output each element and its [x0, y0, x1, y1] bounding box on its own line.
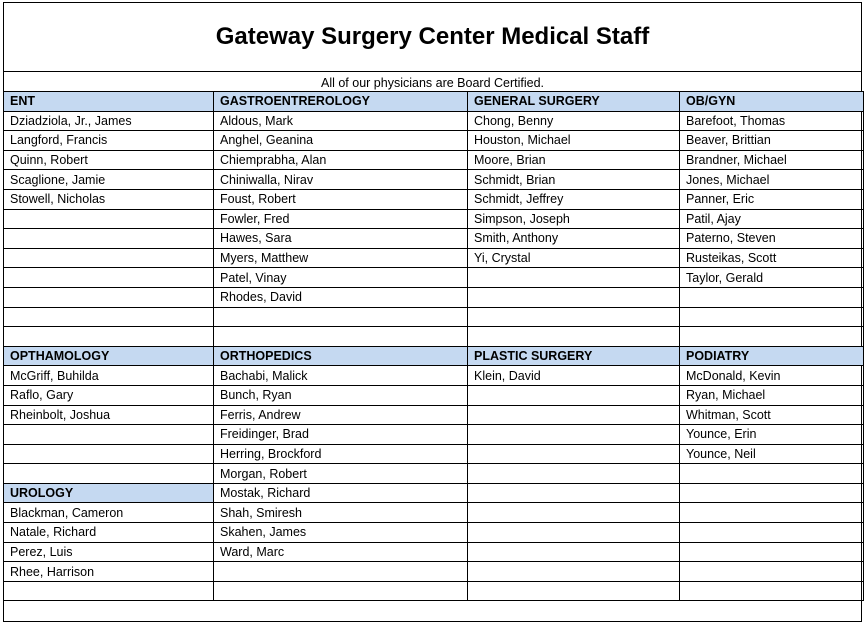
empty-cell[interactable] [680, 327, 864, 347]
physician-name-cell[interactable]: Schmidt, Jeffrey [468, 189, 680, 209]
physician-name-cell[interactable]: Barefoot, Thomas [680, 111, 864, 131]
empty-cell[interactable] [468, 444, 680, 464]
physician-name-cell[interactable]: Foust, Robert [214, 189, 468, 209]
physician-name-cell[interactable]: Chiniwalla, Nirav [214, 170, 468, 190]
empty-cell[interactable] [214, 327, 468, 347]
physician-name-cell[interactable]: Chong, Benny [468, 111, 680, 131]
specialty-header[interactable]: ORTHOPEDICS [214, 346, 468, 366]
empty-cell[interactable] [4, 287, 214, 307]
empty-cell[interactable] [468, 503, 680, 523]
empty-cell[interactable] [4, 464, 214, 484]
empty-cell[interactable] [214, 562, 468, 582]
empty-cell[interactable] [468, 385, 680, 405]
specialty-header[interactable]: OPTHAMOLOGY [4, 346, 214, 366]
physician-name-cell[interactable]: Anghel, Geanina [214, 131, 468, 151]
table-row [4, 385, 864, 405]
empty-cell[interactable] [468, 307, 680, 327]
empty-cell[interactable] [4, 425, 214, 445]
table-row [4, 287, 864, 307]
empty-cell[interactable] [468, 542, 680, 562]
empty-cell[interactable] [468, 523, 680, 543]
empty-cell[interactable] [468, 268, 680, 288]
physician-name-cell[interactable]: McDonald, Kevin [680, 366, 864, 386]
physician-name-cell[interactable]: Raflo, Gary [4, 385, 214, 405]
table-row [4, 581, 864, 601]
empty-cell[interactable] [680, 562, 864, 582]
table-row [4, 523, 864, 543]
empty-cell[interactable] [680, 287, 864, 307]
physician-name-cell[interactable]: Simpson, Joseph [468, 209, 680, 229]
physician-name-cell[interactable]: Scaglione, Jamie [4, 170, 214, 190]
physician-name-cell[interactable]: Ferris, Andrew [214, 405, 468, 425]
physician-name-cell[interactable]: Rheinbolt, Joshua [4, 405, 214, 425]
physician-name-cell[interactable]: Chiemprabha, Alan [214, 150, 468, 170]
table-row [4, 268, 864, 288]
empty-cell[interactable] [468, 464, 680, 484]
physician-name-cell[interactable]: Rhodes, David [214, 287, 468, 307]
table-row [4, 111, 864, 131]
physician-name-cell[interactable]: Fowler, Fred [214, 209, 468, 229]
empty-cell[interactable] [214, 581, 468, 601]
empty-cell[interactable] [680, 307, 864, 327]
specialty-header[interactable]: PLASTIC SURGERY [468, 346, 680, 366]
physician-name-cell[interactable]: Morgan, Robert [214, 464, 468, 484]
empty-cell[interactable] [680, 523, 864, 543]
table-row [4, 170, 864, 190]
table-row [4, 366, 864, 386]
table-row [4, 405, 864, 425]
physician-name-cell[interactable]: Aldous, Mark [214, 111, 468, 131]
physician-name-cell[interactable]: Skahen, James [214, 523, 468, 543]
specialty-header[interactable]: UROLOGY [4, 483, 214, 503]
physician-name-cell[interactable]: Perez, Luis [4, 542, 214, 562]
physician-name-cell[interactable]: Younce, Neil [680, 444, 864, 464]
physician-name-cell[interactable]: Dziadziola, Jr., James [4, 111, 214, 131]
table-row [4, 189, 864, 209]
page-title: Gateway Surgery Center Medical Staff [3, 2, 862, 72]
specialty-header-row [4, 92, 864, 112]
empty-cell[interactable] [4, 229, 214, 249]
empty-cell[interactable] [4, 268, 214, 288]
physician-name-cell[interactable]: McGriff, Buhilda [4, 366, 214, 386]
physician-name-cell[interactable]: Shah, Smiresh [214, 503, 468, 523]
physician-name-cell[interactable]: Natale, Richard [4, 523, 214, 543]
physician-name-cell[interactable]: Whitman, Scott [680, 405, 864, 425]
empty-cell[interactable] [214, 307, 468, 327]
table-row [4, 483, 864, 503]
empty-cell[interactable] [468, 581, 680, 601]
table-row [4, 131, 864, 151]
physician-name-cell[interactable]: Taylor, Gerald [680, 268, 864, 288]
empty-cell[interactable] [468, 425, 680, 445]
physician-name-cell[interactable]: Paterno, Steven [680, 229, 864, 249]
table-row [4, 464, 864, 484]
empty-cell[interactable] [468, 405, 680, 425]
table-row [4, 150, 864, 170]
empty-cell[interactable] [4, 327, 214, 347]
table-row [4, 229, 864, 249]
specialty-header[interactable]: GENERAL SURGERY [468, 92, 680, 112]
physician-name-cell[interactable]: Yi, Crystal [468, 248, 680, 268]
physician-name-cell[interactable]: Freidinger, Brad [214, 425, 468, 445]
empty-cell[interactable] [4, 248, 214, 268]
empty-cell[interactable] [4, 444, 214, 464]
physician-name-cell[interactable]: Ryan, Michael [680, 385, 864, 405]
staff-table [3, 91, 864, 601]
empty-cell[interactable] [680, 581, 864, 601]
table-row [4, 248, 864, 268]
table-row [4, 542, 864, 562]
table-row [4, 425, 864, 445]
empty-cell[interactable] [680, 503, 864, 523]
physician-name-cell[interactable]: Langford, Francis [4, 131, 214, 151]
empty-cell[interactable] [4, 581, 214, 601]
physician-name-cell[interactable]: Myers, Matthew [214, 248, 468, 268]
physician-name-cell[interactable]: Schmidt, Brian [468, 170, 680, 190]
physician-name-cell[interactable]: Patil, Ajay [680, 209, 864, 229]
physician-name-cell[interactable]: Mostak, Richard [214, 483, 468, 503]
table-row [4, 209, 864, 229]
physician-name-cell[interactable]: Smith, Anthony [468, 229, 680, 249]
physician-name-cell[interactable]: Klein, David [468, 366, 680, 386]
physician-name-cell[interactable]: Patel, Vinay [214, 268, 468, 288]
empty-cell[interactable] [468, 483, 680, 503]
physician-name-cell[interactable]: Herring, Brockford [214, 444, 468, 464]
empty-cell[interactable] [680, 483, 864, 503]
table-row [4, 307, 864, 327]
table-row [4, 327, 864, 347]
specialty-header[interactable]: PODIATRY [680, 346, 864, 366]
specialty-header[interactable]: GASTROENTREROLOGY [214, 92, 468, 112]
empty-cell[interactable] [680, 542, 864, 562]
physician-name-cell[interactable]: Panner, Eric [680, 189, 864, 209]
physician-name-cell[interactable]: Rhee, Harrison [4, 562, 214, 582]
table-row [4, 562, 864, 582]
specialty-header[interactable]: OB/GYN [680, 92, 864, 112]
empty-cell[interactable] [4, 307, 214, 327]
empty-cell[interactable] [468, 562, 680, 582]
physician-name-cell[interactable]: Hawes, Sara [214, 229, 468, 249]
physician-name-cell[interactable]: Jones, Michael [680, 170, 864, 190]
physician-name-cell[interactable]: Blackman, Cameron [4, 503, 214, 523]
page-subtitle: All of our physicians are Board Certified. [320, 76, 545, 90]
physician-name-cell[interactable]: Stowell, Nicholas [4, 189, 214, 209]
physician-name-cell[interactable]: Bachabi, Malick [214, 366, 468, 386]
table-row [4, 503, 864, 523]
specialty-header-row [4, 346, 864, 366]
physician-name-cell[interactable]: Moore, Brian [468, 150, 680, 170]
physician-name-cell[interactable]: Brandner, Michael [680, 150, 864, 170]
physician-name-cell[interactable]: Quinn, Robert [4, 150, 214, 170]
empty-cell[interactable] [4, 209, 214, 229]
table-row [4, 444, 864, 464]
physician-name-cell[interactable]: Ward, Marc [214, 542, 468, 562]
empty-cell[interactable] [680, 464, 864, 484]
physician-name-cell[interactable]: Younce, Erin [680, 425, 864, 445]
physician-name-cell[interactable]: Beaver, Brittian [680, 131, 864, 151]
physician-name-cell[interactable]: Rusteikas, Scott [680, 248, 864, 268]
physician-name-cell[interactable]: Houston, Michael [468, 131, 680, 151]
specialty-header[interactable]: ENT [4, 92, 214, 112]
empty-cell[interactable] [468, 287, 680, 307]
physician-name-cell[interactable]: Bunch, Ryan [214, 385, 468, 405]
empty-cell[interactable] [468, 327, 680, 347]
